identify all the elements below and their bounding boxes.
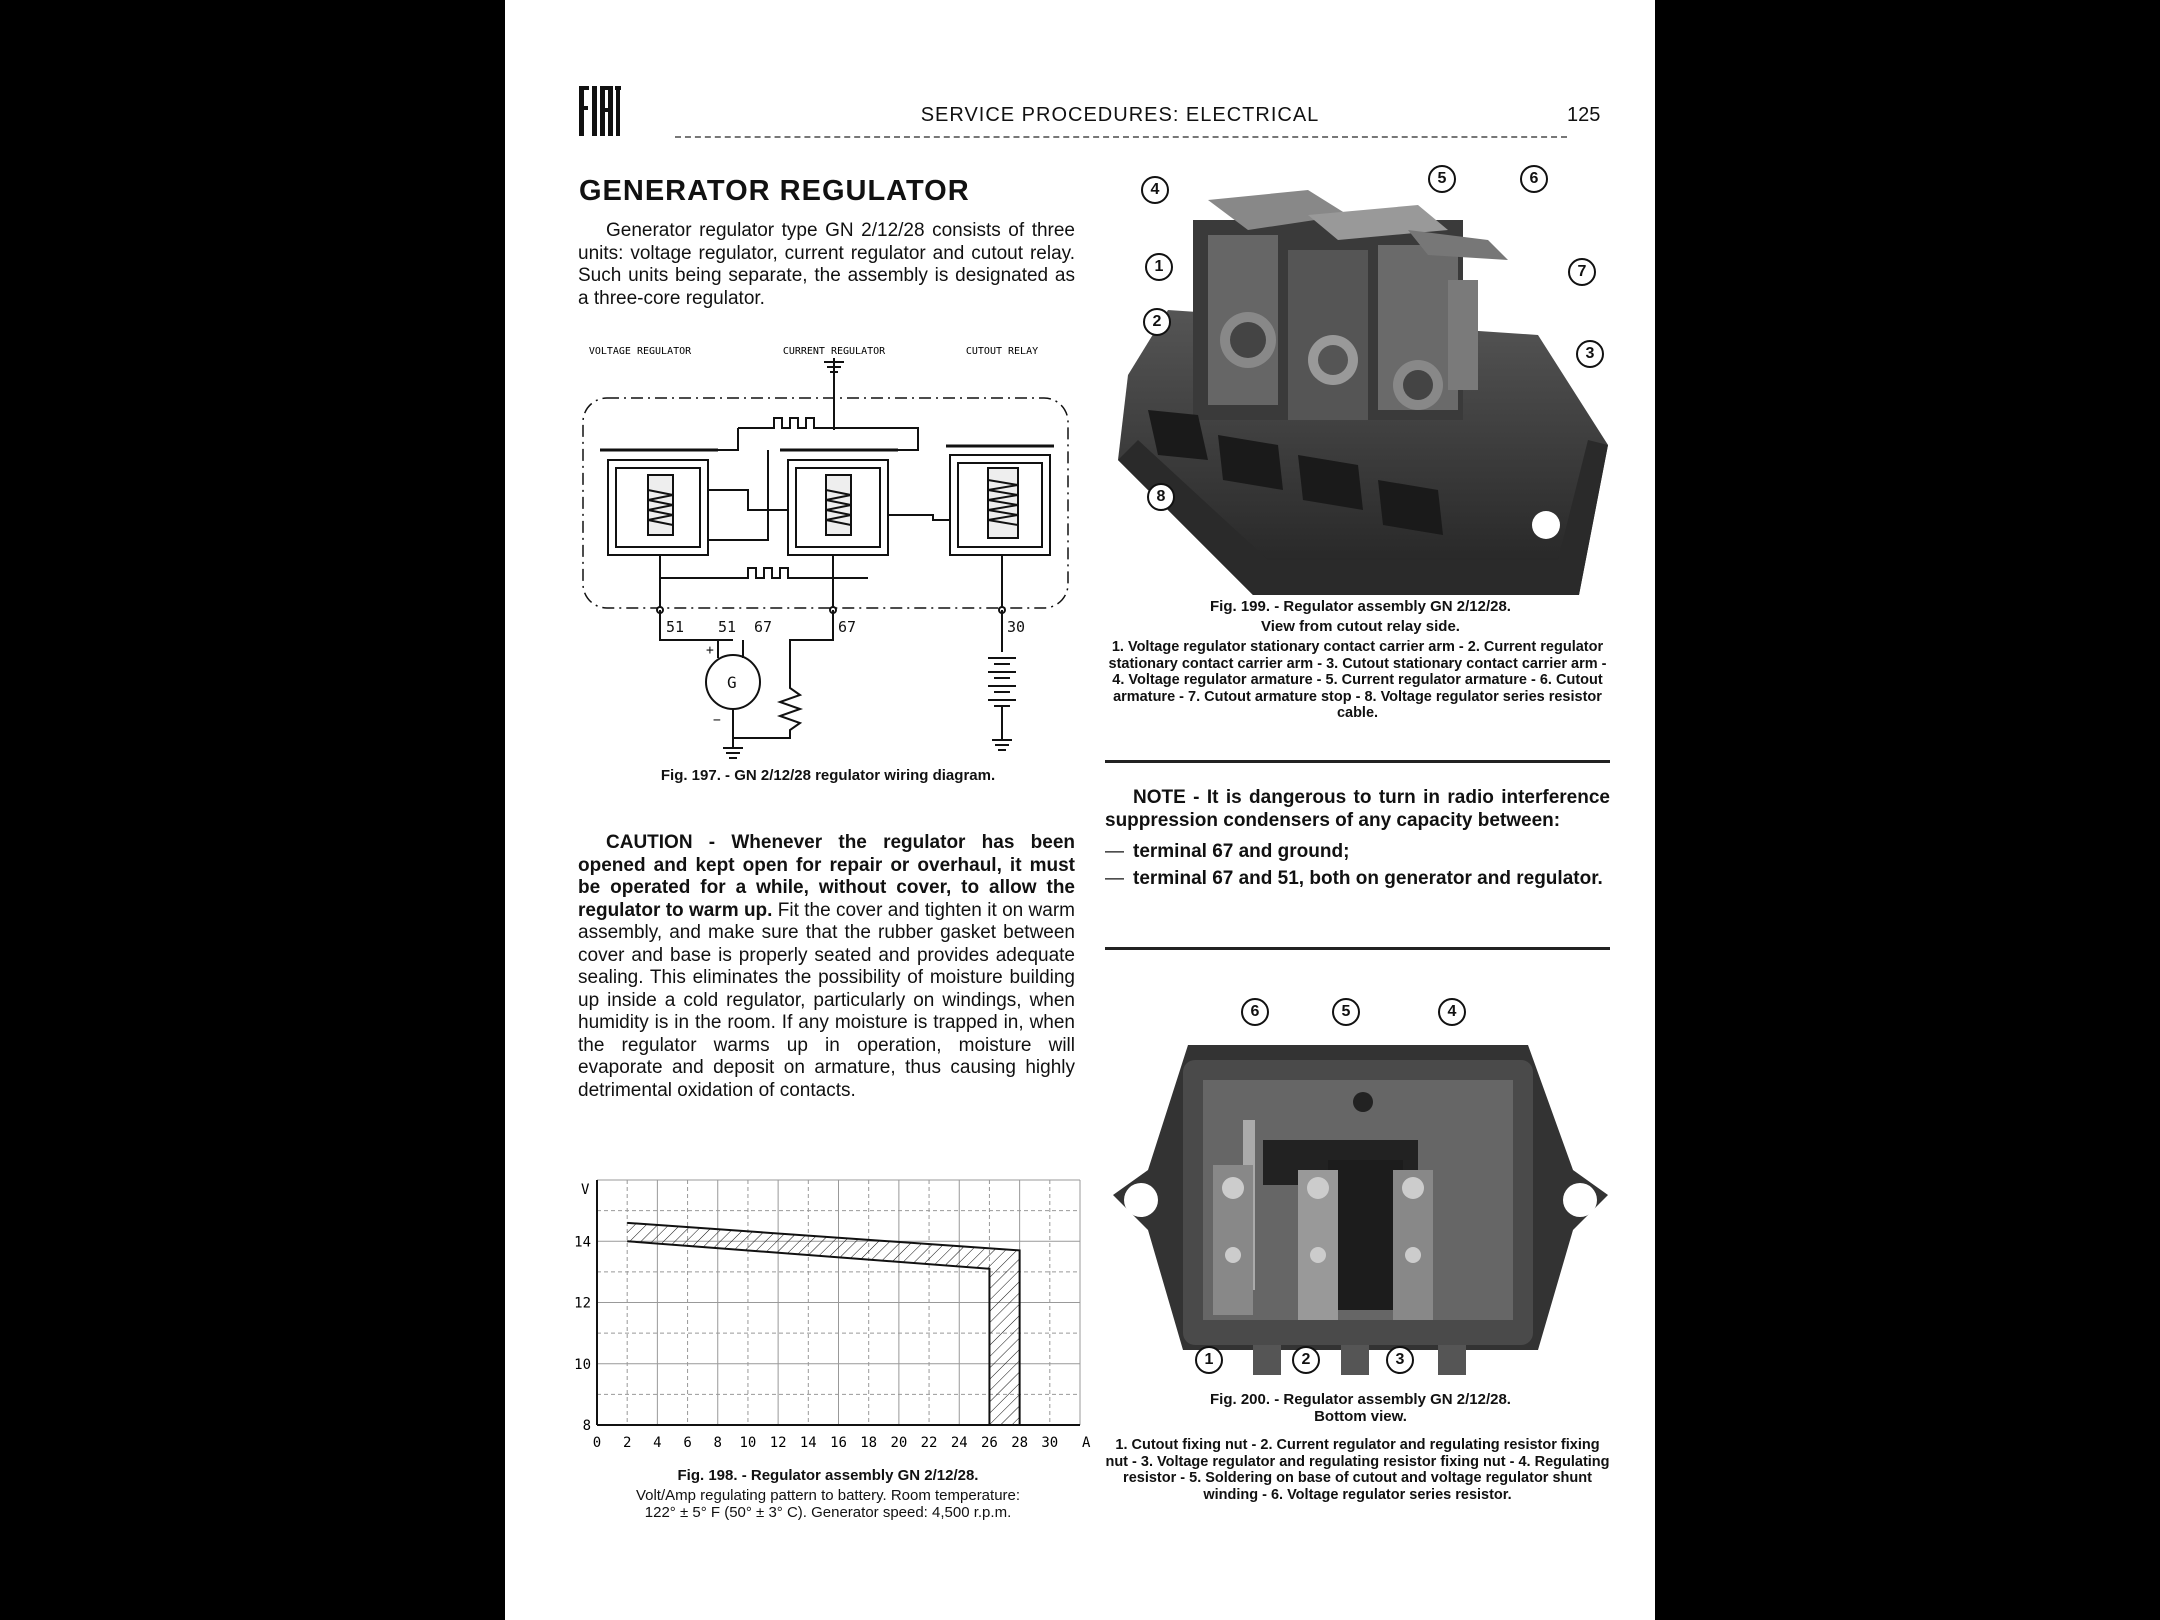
fig200-photo [1108,1030,1613,1380]
x-tick-label: 20 [890,1435,908,1451]
header-divider [675,136,1567,138]
x-tick-label: 2 [622,1435,632,1451]
x-tick-label: 0 [592,1435,602,1451]
terminal-67-reg: 67 [838,618,857,636]
page-number: 125 [1567,104,1601,126]
generator-plus: + [706,643,714,658]
x-tick-label: 16 [830,1435,847,1451]
x-tick-label: 18 [860,1435,878,1451]
x-tick-label: 28 [1011,1435,1029,1451]
fig200-callout-2: 2 [1292,1346,1320,1374]
x-tick-label: 4 [653,1435,662,1451]
fig200-caption-sub: Bottom view. [1314,1408,1407,1425]
note-top-rule [1105,760,1610,763]
label-voltage-regulator: VOLTAGE REGULATOR [588,346,692,357]
note-bottom-rule [1105,947,1610,950]
generator-minus: − [713,713,721,728]
terminal-30: 30 [1007,618,1026,636]
fig199-photo [1108,160,1613,595]
fig200-callout-1: 1 [1195,1346,1223,1374]
label-cutout-relay: CUTOUT RELAY [965,346,1039,357]
fig198-caption-line3: 122° ± 5° F (50° ± 3° C). Generator speed: 4,500 r.p.m. [644,1504,1012,1521]
caution-paragraph [578,832,1075,1102]
fig199-callout-5: 5 [1428,165,1456,193]
fig199-callout-3: 3 [1576,340,1604,368]
document-page [505,0,1655,1620]
terminal-51-reg: 51 [666,618,685,636]
page-heading: GENERATOR REGULATOR [579,175,970,207]
note-item-text: terminal 67 and 51, both on generator and regulator. [1133,868,1603,889]
x-tick-label: 22 [920,1435,938,1451]
fig199-caption-title: Fig. 199. - Regulator assembly GN 2/12/28. [1210,598,1511,615]
fig198-caption-title: Fig. 198. - Regulator assembly GN 2/12/28. [677,1467,979,1484]
fig198-caption-line2: Volt/Amp regulating pattern to battery. Room temperature: [635,1487,1021,1504]
note-intro: NOTE - It is dangerous to turn in radio interference suppression condensers of any capacity between: [1105,787,1610,831]
y-tick-label: 10 [574,1356,591,1373]
fig199-caption-sub: View from cutout relay side. [1261,618,1460,635]
note-dash: — [1105,841,1124,862]
fig200-legend: 1. Cutout fixing nut - 2. Current regulator and regulating resistor fixing nut - 3. Voltage regulator and regulating resistor fixing nut - 4. Regulating resistor - 5. Soldering on base of cutout and voltage regulator shunt winding - 6. Voltage regulator series resistor. [1105,1437,1610,1503]
fiat-logo [578,80,622,138]
label-current-regulator: CURRENT REGULATOR [782,346,886,357]
x-tick-label: 26 [981,1435,998,1451]
terminal-51-gen: 51 [718,618,737,636]
caution-bold: CAUTION - Whenever the regulator has been opened and kept open for repair or overhaul, it must be operated for a while, without cover, to allow the regulator to warm up. [578,832,1075,921]
y-tick-label: 12 [574,1295,591,1312]
y-tick-label: 14 [574,1234,591,1251]
y-tick-label: 8 [582,1418,591,1434]
caution-text: Fit the cover and tighten it on warm assembly, and make sure that the rubber gasket between cover and base is properly seated and provides adequate sealing. This eliminates the possibility of moisture building up inside a cold regulator, particularly on windings, when humidity is in the room. If any moisture is trapped in, when the regulator warms up in operation, moisture will evaporate and deposit on armature, thus causing highly detrimental oxidation of contacts. [578,899,1075,1101]
fig200-callout-5: 5 [1332,998,1360,1026]
note-item [1105,840,1610,863]
generator-label: G [727,673,737,692]
fig197-caption: Fig. 197. - GN 2/12/28 regulator wiring diagram. [660,767,996,784]
fig199-callout-8: 8 [1147,483,1175,511]
note-dash: — [1105,868,1124,889]
fig199-legend: 1. Voltage regulator stationary contact carrier arm - 2. Current regulator stationary contact carrier arm - 3. Cutout stationary contact carrier arm - 4. Voltage regulator armature - 5. Current regulator armature - 6. Cutout armature - 7. Cutout armature stop - 8. Voltage regulator series resistor cable. [1108,639,1607,721]
fig199-callout-4: 4 [1141,176,1169,204]
x-axis-label: A [1082,1435,1091,1451]
fig199-callout-6: 6 [1520,165,1548,193]
y-axis-label: V [581,1182,590,1198]
x-tick-label: 8 [713,1435,722,1451]
fig200-callout-3: 3 [1386,1346,1414,1374]
x-tick-label: 24 [950,1435,968,1451]
note-item [1105,867,1610,890]
regulating-chart [565,1170,1095,1460]
x-tick-label: 14 [799,1435,817,1451]
fig200-callout-4: 4 [1438,998,1466,1026]
wiring-diagram [578,340,1078,760]
fig200-caption-title: Fig. 200. - Regulator assembly GN 2/12/28. [1210,1391,1511,1408]
section-title: SERVICE PROCEDURES: ELECTRICAL [920,104,1320,126]
x-tick-label: 30 [1041,1435,1059,1451]
intro-paragraph: Generator regulator type GN 2/12/28 consists of three units: voltage regulator, current regulator and cutout relay. Such units being separate, the assembly is designated as a three-core regulator. [578,220,1075,309]
fig199-callout-1: 1 [1145,253,1173,281]
fig199-callout-2: 2 [1143,308,1171,336]
note-box [1105,766,1610,894]
fig199-callout-7: 7 [1568,258,1596,286]
x-tick-label: 6 [683,1435,692,1451]
note-item-text: terminal 67 and ground; [1133,841,1350,862]
terminal-67-gen: 67 [754,618,773,636]
fig200-callout-6: 6 [1241,998,1269,1026]
x-tick-label: 12 [769,1435,787,1451]
x-tick-label: 10 [739,1435,757,1451]
